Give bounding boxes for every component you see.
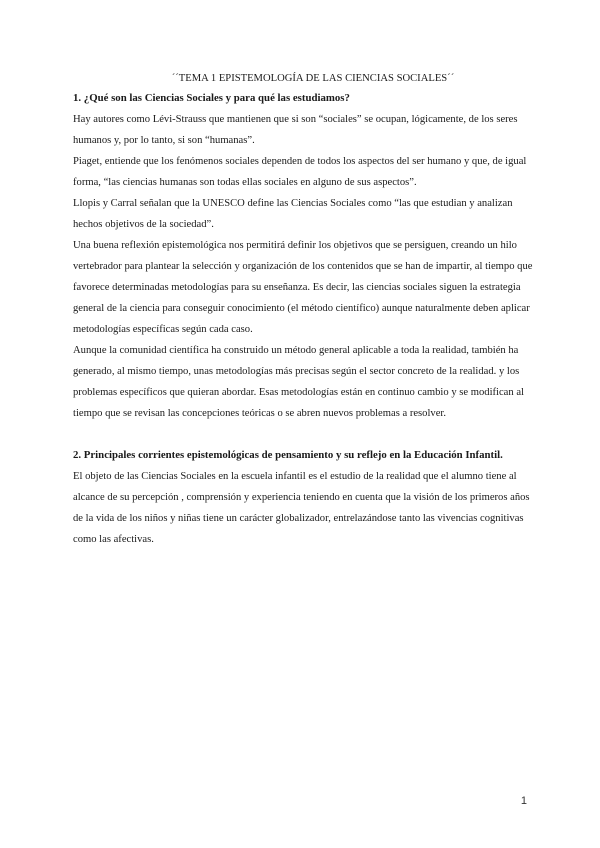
section-2-heading: 2. Principales corrientes epistemológicas de pensamiento y su reflejo en la Educación Infantil.	[73, 449, 503, 461]
paragraph: Una buena reflexión epistemológica nos permitirá definir los objetivos que se persiguen, creando un hilo vertebrador para plantear la selección y organización de los contenidos que se han de impartir, al tiempo que favorece determinadas metodologías para su enseñanza. Es decir, las ciencias sociales siguen la estrategia general de la ciencia para conseguir conocimiento (el método científico) aunque naturalmente deben aplicar metodologías específicas según cada caso.	[73, 240, 533, 335]
section-1-heading: 1. ¿Qué son las Ciencias Sociales y para qué las estudiamos?	[73, 92, 350, 104]
document-body	[73, 70, 533, 550]
section-spacer	[73, 424, 533, 445]
paragraph: Piaget, entiende que los fenómenos sociales dependen de todos los aspectos del ser humano y que, de igual forma, “las ciencias humanas son todas ellas sociales en alguno de sus aspectos”.	[73, 156, 527, 188]
paragraph: El objeto de las Ciencias Sociales en la escuela infantil es el estudio de la realidad que el alumno tiene al alcance de su percepción , comprensión y experiencia teniendo en cuenta que la visión de los primeros años de la vida de los niños y niñas tiene un carácter globalizador, entrelazándose tanto las vivencias cognitivas como las afectivas.	[73, 471, 530, 545]
document-title: ´´TEMA 1 EPISTEMOLOGÍA DE LAS CIENCIAS SOCIALES´´	[171, 73, 455, 84]
paragraph: Llopis y Carral señalan que la UNESCO define las Ciencias Sociales como “las que estudian y analizan hechos objetivos de la sociedad”.	[73, 198, 513, 230]
paragraph: Hay autores como Lévi-Strauss que mantienen que si son “sociales” se ocupan, lógicamente, de los seres humanos y, por lo tanto, si son “humanas”.	[73, 114, 518, 146]
page-number: 1	[520, 795, 527, 807]
paragraph: Aunque la comunidad científica ha construido un método general aplicable a toda la realidad, también ha generado, al mismo tiempo, unas metodologías más precisas según el sector concreto de la realidad. y los problemas específicos que quieran abordar. Esas metodologías están en continuo cambio y se modifican al tiempo que se revisan las concepciones teóricas o se abren nuevos problemas a resolver.	[73, 345, 524, 419]
